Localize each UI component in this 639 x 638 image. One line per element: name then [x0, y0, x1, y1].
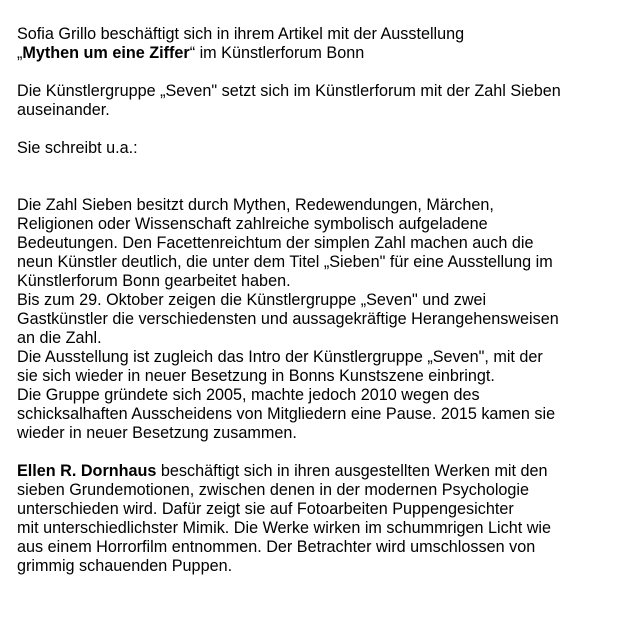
paragraph-3-line: Bedeutungen. Den Facettenreichtum der simplen Zahl machen auch die [17, 234, 534, 252]
paragraph-gap [17, 63, 635, 82]
paragraph-3-line: Die Gruppe gründete sich 2005, machte jedoch 2010 wegen des [17, 386, 480, 404]
paragraph-3-line: Die Zahl Sieben besitzt durch Mythen, Redewendungen, Märchen, [17, 196, 494, 214]
quote-open: „ [17, 44, 23, 62]
paragraph-4-line: grimmig schauenden Puppen. [17, 557, 233, 575]
paragraph-4-line: mit unterschiedlichster Mimik. Die Werke wirken im schummrigen Licht wie [17, 519, 552, 537]
paragraph-3-line: neun Künstler deutlich, die unter dem Titel „Sieben" für eine Ausstellung im [17, 253, 553, 271]
artist-name: Ellen R. Dornhaus [17, 462, 157, 480]
paragraph-gap [17, 158, 635, 196]
document-body [17, 25, 635, 576]
intro-line-2 [17, 44, 635, 63]
paragraph-4-line [17, 462, 635, 481]
paragraph-4-line: sieben Grundemotionen, zwischen denen in der modernen Psychologie [17, 481, 530, 499]
intro-line-1: Sofia Grillo beschäftigt sich in ihrem Artikel mit der Ausstellung [17, 25, 465, 43]
paragraph-gap [17, 120, 635, 139]
paragraph-3-line: Gastkünstler die verschiedensten und aussagekräftige Herangehensweisen [17, 310, 559, 328]
paragraph-3-line: Die Ausstellung ist zugleich das Intro der Künstlergruppe „Seven", mit der [17, 348, 543, 366]
intro-line-2-rest: “ im Künstlerforum Bonn [189, 44, 365, 62]
paragraph-4-line: aus einem Horrorfilm entnommen. Der Betrachter wird umschlossen von [17, 538, 536, 556]
paragraph-4-first-rest: beschäftigt sich in ihren ausgestellten Werken mit den [156, 462, 548, 480]
paragraph-3-line: Bis zum 29. Oktober zeigen die Künstlergruppe „Seven" und zwei [17, 291, 487, 309]
paragraph-1-line: auseinander. [17, 101, 110, 119]
paragraph-3-line: Religionen oder Wissenschaft zahlreiche symbolisch aufgeladene [17, 215, 488, 233]
paragraph-gap [17, 443, 635, 462]
paragraph-3-line: sie sich wieder in neuer Besetzung in Bonns Kunstszene einbringt. [17, 367, 495, 385]
paragraph-3-line: an die Zahl. [17, 329, 102, 347]
paragraph-1-line: Die Künstlergruppe „Seven" setzt sich im Künstlerforum mit der Zahl Sieben [17, 82, 561, 100]
exhibition-title: Mythen um eine Ziffer [22, 44, 190, 62]
paragraph-3-line: schicksalhaften Ausscheidens von Mitgliedern eine Pause. 2015 kamen sie [17, 405, 556, 423]
paragraph-4-line: unterschieden wird. Dafür zeigt sie auf Fotoarbeiten Puppengesichter [17, 500, 514, 518]
paragraph-3-line: wieder in neuer Besetzung zusammen. [17, 424, 297, 442]
paragraph-2-line: Sie schreibt u.a.: [17, 139, 138, 157]
paragraph-3-line: Künstlerforum Bonn gearbeitet haben. [17, 272, 291, 290]
